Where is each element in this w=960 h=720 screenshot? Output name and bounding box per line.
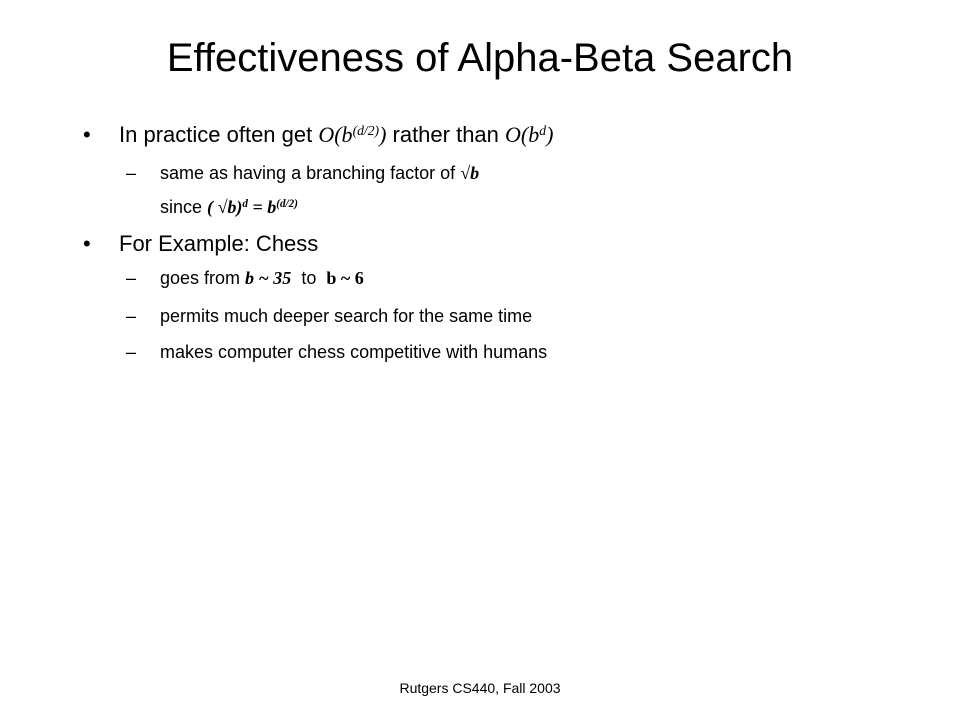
dash-marker: – <box>126 163 137 183</box>
since-equation <box>160 194 298 223</box>
big-o-half-depth: $O(b^{(d/2)})$ <box>318 122 387 147</box>
sub-text: makes computer chess competitive with humans <box>160 342 548 362</box>
dash-marker: – <box>126 268 137 288</box>
sub-competitive-chess <box>126 339 547 365</box>
bullet-marker: • <box>83 231 91 256</box>
b-approx-6: b ~ 6 <box>326 268 364 288</box>
sub-text: permits much deeper search for the same time <box>160 306 533 326</box>
bullet-text: In practice often get <box>119 122 319 147</box>
dash-marker: – <box>126 306 137 326</box>
bullet-chess-example <box>83 229 318 259</box>
sqrt-b: √b <box>460 163 480 183</box>
slide-footer: Rutgers CS440, Fall 2003 <box>399 680 561 696</box>
dash-marker: – <box>126 342 137 362</box>
equals-sign: = <box>247 197 268 217</box>
sub-text: same as having a branching factor of <box>160 163 461 183</box>
sub-branching-factor <box>126 160 479 186</box>
bullet-marker: • <box>83 122 91 147</box>
slide-title: Effectiveness of Alpha-Beta Search <box>166 36 794 80</box>
bullet-text-rather: rather than <box>386 122 506 147</box>
sub-branching-reduction <box>126 265 364 291</box>
sqrt-b-power-d: ( √b)$^d$ <box>207 197 248 217</box>
big-o-full-depth: $O(b^d)$ <box>505 122 554 147</box>
sub-text-to: to <box>291 268 327 288</box>
b-power-half-d: $b^{(d/2)}$ <box>267 197 298 217</box>
sub-deeper-search <box>126 303 532 329</box>
sub-text: goes from <box>160 268 246 288</box>
bullet-in-practice <box>83 120 553 153</box>
b-approx-35: b ~ 35 <box>245 268 292 288</box>
bullet-text: For Example: Chess <box>119 231 319 256</box>
since-text: since <box>160 197 208 217</box>
